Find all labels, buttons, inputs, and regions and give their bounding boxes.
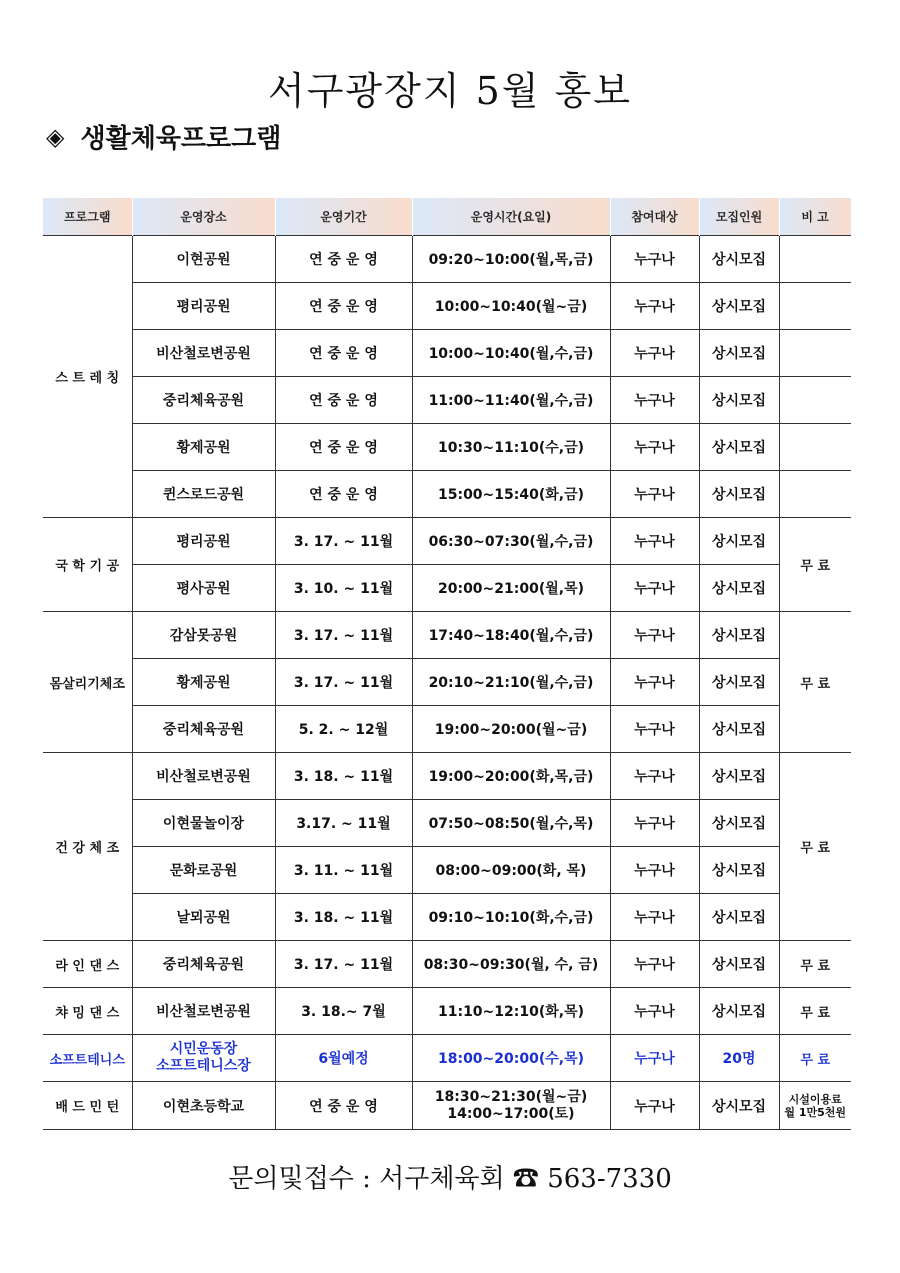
table-row [43, 894, 851, 941]
time-cell: 17:40~18:40(월,수,금) [412, 612, 610, 659]
table-row [43, 988, 851, 1035]
place-cell: 이현초등학교 [132, 1082, 275, 1130]
table-row [43, 659, 851, 706]
note-line: 시설이용료 [788, 1092, 842, 1106]
note-cell [779, 377, 851, 424]
period-cell: 연 중 운 영 [275, 330, 412, 377]
period-cell: 연 중 운 영 [275, 1082, 412, 1130]
period-cell: 3. 17. ~ 11월 [275, 612, 412, 659]
place-cell: 비산철로변공원 [132, 330, 275, 377]
period-cell: 3. 18. ~ 11월 [275, 753, 412, 800]
target-cell: 누구나 [610, 753, 699, 800]
target-cell: 누구나 [610, 612, 699, 659]
capacity-cell: 상시모집 [699, 706, 779, 753]
target-cell: 누구나 [610, 236, 699, 283]
header-target: 참여대상 [610, 198, 699, 236]
place-cell: 황제공원 [132, 659, 275, 706]
target-cell: 누구나 [610, 377, 699, 424]
period-cell: 3. 17. ~ 11월 [275, 518, 412, 565]
target-cell: 누구나 [610, 1082, 699, 1130]
time-cell: 10:00~10:40(월~금) [412, 283, 610, 330]
header-note: 비 고 [779, 198, 851, 236]
capacity-cell: 상시모집 [699, 424, 779, 471]
time-cell: 09:10~10:10(화,수,금) [412, 894, 610, 941]
table-row [43, 612, 851, 659]
note-cell: 무 료 [779, 612, 851, 753]
table-row [43, 518, 851, 565]
place-cell: 황제공원 [132, 424, 275, 471]
table-row [43, 1035, 851, 1082]
program-name: 몸살리기체조 [43, 612, 132, 753]
time-cell: 08:00~09:00(화, 목) [412, 847, 610, 894]
page-title: 서구광장지 5월 홍보 [268, 69, 632, 113]
capacity-cell: 상시모집 [699, 941, 779, 988]
section-heading-text: 생활체육프로그램 [80, 124, 282, 154]
capacity-cell: 상시모집 [699, 330, 779, 377]
header-place: 운영장소 [132, 198, 275, 236]
header-time: 운영시간(요일) [412, 198, 610, 236]
capacity-cell: 상시모집 [699, 988, 779, 1035]
note-cell: 무 료 [779, 518, 851, 612]
place-cell: 비산철로변공원 [132, 753, 275, 800]
capacity-cell: 상시모집 [699, 471, 779, 518]
header-period: 운영기간 [275, 198, 412, 236]
place-cell: 평리공원 [132, 283, 275, 330]
capacity-cell: 상시모집 [699, 518, 779, 565]
place-cell: 중리체육공원 [132, 377, 275, 424]
table-row [43, 377, 851, 424]
target-cell: 누구나 [610, 518, 699, 565]
note-cell [779, 471, 851, 518]
place-cell: 퀸스로드공원 [132, 471, 275, 518]
contact-footer: 문의및접수 : 서구체육회 ☎ 563-7330 [228, 1164, 672, 1194]
period-cell: 3. 10. ~ 11월 [275, 565, 412, 612]
header-capacity: 모집인원 [699, 198, 779, 236]
time-cell: 06:30~07:30(월,수,금) [412, 518, 610, 565]
period-cell: 3.17. ~ 11월 [275, 800, 412, 847]
note-cell [779, 236, 851, 283]
table-row [43, 706, 851, 753]
program-name: 챠 밍 댄 스 [43, 988, 132, 1035]
capacity-cell: 상시모집 [699, 800, 779, 847]
capacity-cell: 상시모집 [699, 847, 779, 894]
capacity-cell: 20명 [699, 1035, 779, 1082]
table-row [43, 941, 851, 988]
note-cell: 무 료 [779, 1035, 851, 1082]
target-cell: 누구나 [610, 471, 699, 518]
target-cell: 누구나 [610, 330, 699, 377]
time-cell: 20:00~21:00(월,목) [412, 565, 610, 612]
period-cell: 연 중 운 영 [275, 424, 412, 471]
note-cell [779, 283, 851, 330]
program-name: 라 인 댄 스 [43, 941, 132, 988]
capacity-cell: 상시모집 [699, 612, 779, 659]
time-cell: 07:50~08:50(월,수,목) [412, 800, 610, 847]
table-row [43, 424, 851, 471]
period-cell: 5. 2. ~ 12월 [275, 706, 412, 753]
time-cell: 18:00~20:00(수,목) [412, 1035, 610, 1082]
table-header-row [43, 198, 851, 236]
time-cell: 20:10~21:10(월,수,금) [412, 659, 610, 706]
period-cell: 연 중 운 영 [275, 471, 412, 518]
time-cell: 19:00~20:00(화,목,금) [412, 753, 610, 800]
table-row [43, 283, 851, 330]
capacity-cell: 상시모집 [699, 753, 779, 800]
capacity-cell: 상시모집 [699, 659, 779, 706]
target-cell: 누구나 [610, 283, 699, 330]
table-row [43, 847, 851, 894]
table-row [43, 753, 851, 800]
period-cell: 연 중 운 영 [275, 377, 412, 424]
target-cell: 누구나 [610, 424, 699, 471]
period-cell: 연 중 운 영 [275, 236, 412, 283]
time-cell: 11:00~11:40(월,수,금) [412, 377, 610, 424]
target-cell: 누구나 [610, 1035, 699, 1082]
place-cell: 평리공원 [132, 518, 275, 565]
place-cell: 이현공원 [132, 236, 275, 283]
note-cell [779, 424, 851, 471]
period-cell: 3. 17. ~ 11월 [275, 941, 412, 988]
note-cell: 무 료 [779, 753, 851, 941]
capacity-cell: 상시모집 [699, 565, 779, 612]
program-name: 국 학 기 공 [43, 518, 132, 612]
place-line: 소프트테니스장 [156, 1058, 251, 1074]
program-name: 배 드 민 턴 [43, 1082, 132, 1130]
target-cell: 누구나 [610, 847, 699, 894]
place-cell: 비산철로변공원 [132, 988, 275, 1035]
time-cell: 09:20~10:00(월,목,금) [412, 236, 610, 283]
section-heading [46, 118, 281, 155]
place-cell: 이현물놀이장 [132, 800, 275, 847]
target-cell: 누구나 [610, 706, 699, 753]
time-cell [412, 1082, 610, 1130]
program-table [43, 198, 852, 1130]
note-cell [779, 1082, 851, 1130]
capacity-cell: 상시모집 [699, 283, 779, 330]
time-cell: 08:30~09:30(월, 수, 금) [412, 941, 610, 988]
program-name: 건 강 체 조 [43, 753, 132, 941]
note-cell [779, 330, 851, 377]
target-cell: 누구나 [610, 941, 699, 988]
header-program: 프로그램 [43, 198, 132, 236]
table-row [43, 565, 851, 612]
period-cell: 3. 17. ~ 11월 [275, 659, 412, 706]
time-cell: 19:00~20:00(월~금) [412, 706, 610, 753]
note-cell: 무 료 [779, 941, 851, 988]
table-row [43, 236, 851, 283]
program-name: 소프트테니스 [43, 1035, 132, 1082]
target-cell: 누구나 [610, 988, 699, 1035]
period-cell: 3. 18. ~ 11월 [275, 894, 412, 941]
program-name: 스 트 레 칭 [43, 236, 132, 518]
target-cell: 누구나 [610, 659, 699, 706]
target-cell: 누구나 [610, 894, 699, 941]
target-cell: 누구나 [610, 800, 699, 847]
capacity-cell: 상시모집 [699, 377, 779, 424]
place-line: 시민운동장 [169, 1041, 238, 1057]
table-row [43, 800, 851, 847]
place-cell: 중리체육공원 [132, 706, 275, 753]
period-cell: 6월예정 [275, 1035, 412, 1082]
place-cell: 평사공원 [132, 565, 275, 612]
capacity-cell: 상시모집 [699, 1082, 779, 1130]
note-cell: 무 료 [779, 988, 851, 1035]
time-cell: 10:30~11:10(수,금) [412, 424, 610, 471]
table-row [43, 471, 851, 518]
time-cell: 11:10~12:10(화,목) [412, 988, 610, 1035]
time-line: 18:30~21:30(월~금) [434, 1088, 588, 1105]
time-cell: 15:00~15:40(화,금) [412, 471, 610, 518]
place-cell: 감삼못공원 [132, 612, 275, 659]
time-line: 14:00~17:00(토) [447, 1105, 575, 1122]
note-line: 월 1만5천원 [784, 1105, 847, 1119]
place-cell [132, 1035, 275, 1082]
place-cell: 중리체육공원 [132, 941, 275, 988]
capacity-cell: 상시모집 [699, 894, 779, 941]
period-cell: 3. 18.~ 7월 [275, 988, 412, 1035]
place-cell: 날뫼공원 [132, 894, 275, 941]
target-cell: 누구나 [610, 565, 699, 612]
capacity-cell: 상시모집 [699, 236, 779, 283]
time-cell: 10:00~10:40(월,수,금) [412, 330, 610, 377]
diamond-bullet-icon: ◈ [46, 122, 65, 151]
period-cell: 3. 11. ~ 11월 [275, 847, 412, 894]
table-row [43, 330, 851, 377]
period-cell: 연 중 운 영 [275, 283, 412, 330]
place-cell: 문화로공원 [132, 847, 275, 894]
table-row [43, 1082, 851, 1130]
